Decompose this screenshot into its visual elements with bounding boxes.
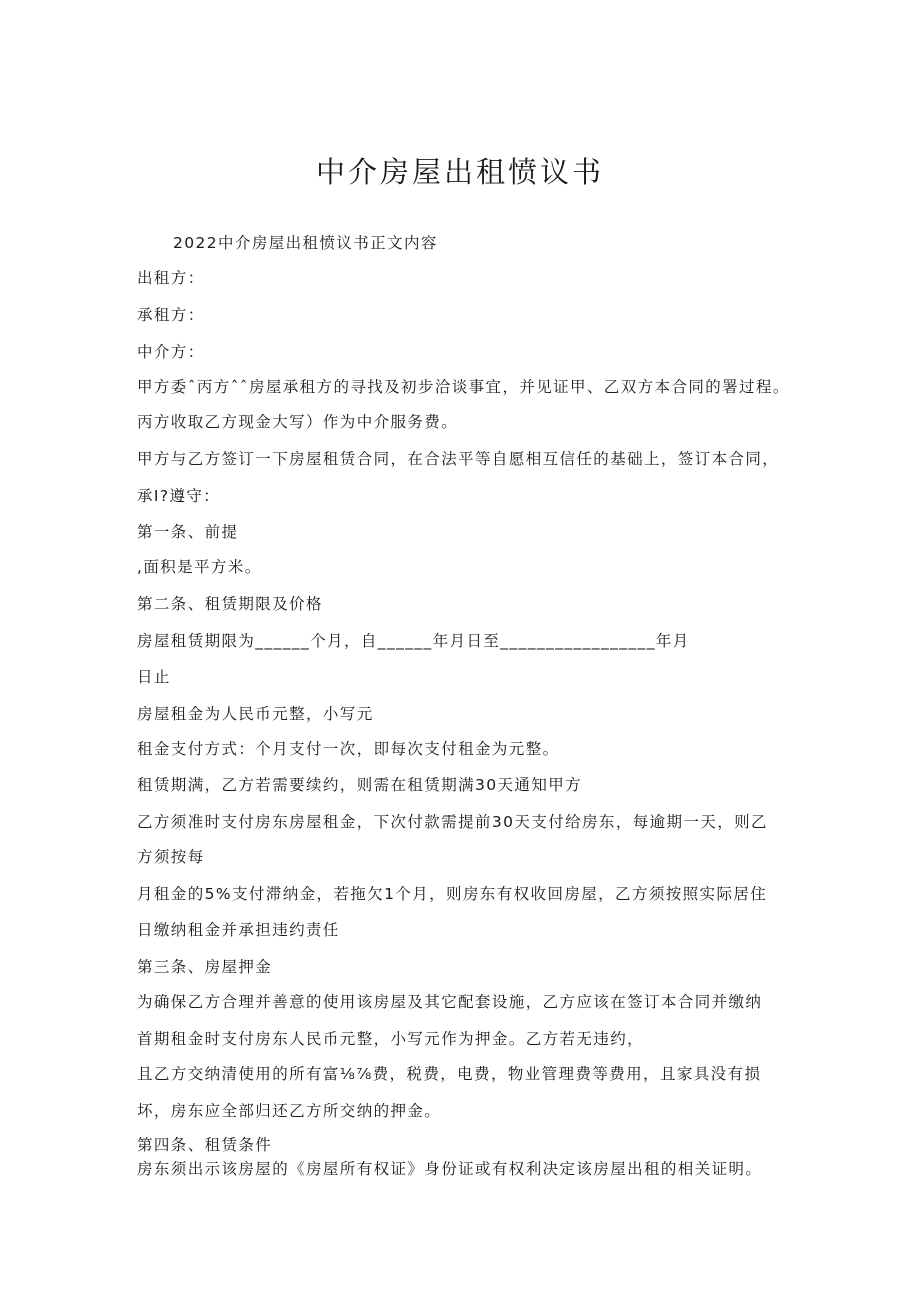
section-heading: 第一条、前提	[137, 523, 239, 541]
paragraph-line: 租赁期满，乙方若需要续约，则需在租赁期满30天通知甲方	[137, 776, 583, 794]
paragraph-line: 租金支付方式：个月支付一次，即每次支付租金为元整。	[137, 740, 560, 758]
paragraph-line: 甲方与乙方签订一下房屋租赁合同，在合法平等自愿相互信任的基础上，签订本合同，	[137, 450, 780, 468]
intro-line: 2022中介房屋出租愤议书正文内容	[173, 234, 438, 252]
paragraph-line: 为确保乙方合理并善意的使用该房屋及其它配套设施，乙方应该在签订本合同并缴纳	[137, 993, 763, 1011]
paragraph-line: 日止	[137, 668, 171, 686]
paragraph-line: 房屋租赁期限为______个月，自______年月日至_________________年月	[137, 632, 690, 650]
paragraph-line: 房东须出示该房屋的《房屋所有权证》身份证或有权利决定该房屋出租的相关证明。	[137, 1160, 763, 1178]
document-title: 中介房屋出租愤议书	[315, 155, 604, 189]
agent-field: 中介方：	[137, 343, 205, 361]
paragraph-line: 丙方收取乙方现金大写）作为中介服务费。	[137, 413, 459, 431]
section-heading: 第二条、租赁期限及价格	[137, 595, 323, 613]
paragraph-line: 月租金的5%支付滞纳金，若拖欠1个月，则房东有权收回房屋，乙方须按照实际居住	[137, 885, 768, 903]
paragraph-line: 且乙方交纳清使用的所有富⅛⅞费，税费，电费，物业管理费等费用，且家具没有损	[137, 1065, 762, 1083]
paragraph-line: 承I?遵守：	[137, 487, 221, 505]
paragraph-line: 日缴纳租金并承担违约责任	[137, 921, 340, 939]
paragraph-line: 房屋租金为人民币元整，小写元	[137, 705, 374, 723]
paragraph-line: ,面积是平方米。	[137, 558, 262, 576]
paragraph-line: 甲方委ˆ丙方ˆˆ房屋承租方的寻找及初步洽谈事宜，并见证甲、乙双方本合同的署过程。	[137, 378, 790, 396]
section-heading: 第三条、房屋押金	[137, 958, 273, 976]
section-heading: 第四条、租赁条件	[137, 1136, 273, 1154]
paragraph-line: 乙方须准时支付房东房屋租金，下次付款需提前30天支付给房东，每逾期一天，则乙	[137, 813, 768, 831]
paragraph-line: 方须按每	[137, 848, 205, 866]
lessee-field: 承租方：	[137, 306, 205, 324]
paragraph-line: 首期租金时支付房东人民币元整，小写元作为押金。乙方若无违约，	[137, 1030, 645, 1048]
lessor-field: 出租方：	[137, 269, 205, 287]
paragraph-line: 坏，房东应全部归还乙方所交纳的押金。	[137, 1102, 442, 1120]
